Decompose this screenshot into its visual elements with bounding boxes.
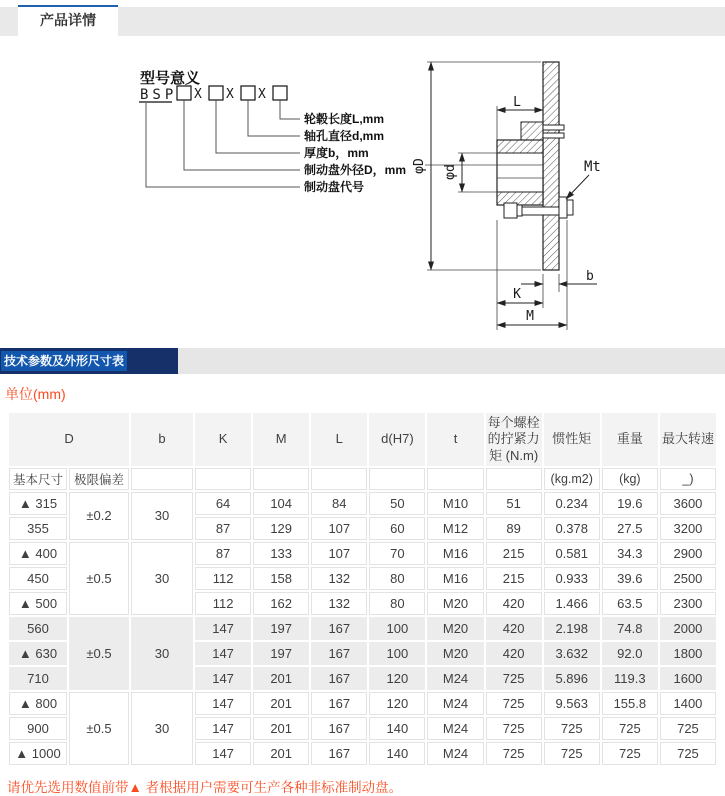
cell: 104 (253, 492, 309, 515)
cell: M12 (427, 517, 483, 540)
cell: 120 (369, 667, 425, 690)
dim-label-phiD: φD (412, 158, 427, 174)
cell: 147 (195, 742, 251, 765)
col-header-D: D (9, 413, 129, 466)
cell: 30 (131, 542, 193, 615)
cell: 725 (486, 692, 542, 715)
cell: 2.198 (544, 617, 600, 640)
cell: 2500 (660, 567, 716, 590)
cell: 112 (195, 592, 251, 615)
cell: 64 (195, 492, 251, 515)
cell: 201 (253, 717, 309, 740)
section-header-strip (0, 348, 725, 374)
cell: ▲ 500 (9, 592, 67, 615)
section-title: 技术参数及外形尺寸表 (1, 351, 127, 371)
cell: 450 (9, 567, 67, 590)
cell: 1.466 (544, 592, 600, 615)
table-subheader-row (9, 468, 716, 490)
cell: 3200 (660, 517, 716, 540)
cell: 9.563 (544, 692, 600, 715)
cell: 112 (195, 567, 251, 590)
hub-step (521, 122, 543, 140)
model-leader-lines (146, 100, 300, 187)
cell: 100 (369, 642, 425, 665)
cell: 725 (486, 742, 542, 765)
cell: 50 (369, 492, 425, 515)
cell: 201 (253, 667, 309, 690)
cell: 27.5 (602, 517, 658, 540)
cell: 140 (369, 717, 425, 740)
cell: 80 (369, 567, 425, 590)
code-box-1 (177, 86, 191, 100)
cell: M16 (427, 542, 483, 565)
bolt-nut (504, 203, 517, 218)
hub-hatch-top (497, 140, 543, 153)
cell: 0.378 (544, 517, 600, 540)
cell: 147 (195, 692, 251, 715)
cell: 2300 (660, 592, 716, 615)
cell: M20 (427, 642, 483, 665)
cell: 560 (9, 617, 67, 640)
subheader-speed-unit: _) (660, 468, 716, 490)
table-row (9, 542, 716, 565)
cell: 147 (195, 667, 251, 690)
cell: 107 (311, 542, 367, 565)
cell: 63.5 (602, 592, 658, 615)
table-row (9, 492, 716, 515)
cell: 167 (311, 692, 367, 715)
cell: 0.581 (544, 542, 600, 565)
cell: 2000 (660, 617, 716, 640)
cell: ▲ 315 (9, 492, 67, 515)
cell: 197 (253, 642, 309, 665)
cell: M16 (427, 567, 483, 590)
cell: 3600 (660, 492, 716, 515)
dim-label-M: M (526, 309, 534, 324)
dim-label-Mt: Mt (584, 159, 601, 175)
cell: 74.8 (602, 617, 658, 640)
cell: 1400 (660, 692, 716, 715)
cell: 725 (486, 667, 542, 690)
col-header-L: L (311, 413, 367, 466)
cell: 147 (195, 717, 251, 740)
cell: 147 (195, 617, 251, 640)
dim-label-K: K (513, 287, 521, 302)
bolt-stud (522, 207, 559, 215)
subheader-cell (311, 468, 367, 490)
table-row (9, 617, 716, 640)
cell: 420 (486, 642, 542, 665)
cell: 39.6 (602, 567, 658, 590)
section-header (0, 348, 178, 374)
cell: 1600 (660, 667, 716, 690)
cell: 119.3 (602, 667, 658, 690)
col-header-torque: 每个螺栓 的拧紧力矩 (N.m) (486, 413, 542, 466)
diagram-canvas (0, 36, 725, 346)
subheader-inertia-unit: (kg.m2) (544, 468, 600, 490)
cell: ±0.5 (69, 542, 129, 615)
brake-disc-section (543, 62, 559, 270)
cell: 197 (253, 617, 309, 640)
cell: 420 (486, 617, 542, 640)
x-separator-2: X (226, 87, 234, 102)
subheader-cell (427, 468, 483, 490)
model-meaning-title: 型号意义 (140, 70, 201, 87)
footnote: 请优先选用数值前带▲ 者根据用户需要可生产各种非标准制动盘。 (7, 779, 403, 795)
cell: M24 (427, 692, 483, 715)
model-label-outer-diameter: 制动盘外径D，mm (304, 163, 407, 177)
cell: 132 (311, 592, 367, 615)
col-header-t: t (427, 413, 483, 466)
cell: 80 (369, 592, 425, 615)
cell: 129 (253, 517, 309, 540)
model-prefix: BSP (140, 87, 178, 103)
cell: ±0.2 (69, 492, 129, 540)
cell: 147 (195, 642, 251, 665)
subheader-cell (195, 468, 251, 490)
cell: 30 (131, 617, 193, 690)
cell: 155.8 (602, 692, 658, 715)
cell: 92.0 (602, 642, 658, 665)
cell: 900 (9, 717, 67, 740)
unit-note: 单位(mm) (5, 386, 66, 402)
cell: 51 (486, 492, 542, 515)
Mt-leader-line (566, 175, 589, 199)
tab-product-details[interactable]: 产品详情 (18, 5, 118, 36)
subheader-limit-deviation: 极限偏差 (69, 468, 129, 490)
dim-label-phid: φd (443, 164, 458, 180)
clamp-plate-top (543, 125, 564, 130)
cell: 725 (602, 742, 658, 765)
cell: 30 (131, 692, 193, 765)
code-box-3 (241, 86, 255, 100)
cell: 30 (131, 492, 193, 540)
col-header-dH7: d(H7) (369, 413, 425, 466)
table-row (9, 692, 716, 715)
cell: 167 (311, 667, 367, 690)
code-box-4 (273, 86, 287, 100)
cell: M20 (427, 617, 483, 640)
cell: 1800 (660, 642, 716, 665)
subheader-cell (486, 468, 542, 490)
cell: 162 (253, 592, 309, 615)
x-separator-3: X (258, 87, 266, 102)
cell: 725 (602, 717, 658, 740)
spec-table (7, 411, 718, 767)
cell: 201 (253, 742, 309, 765)
bolt-washer (517, 205, 522, 216)
dim-label-b: b (586, 269, 594, 284)
cell: 167 (311, 717, 367, 740)
cell: 725 (486, 717, 542, 740)
model-label-hub-length: 轮毂长度L,mm (304, 112, 385, 126)
cell: M20 (427, 592, 483, 615)
subheader-cell (369, 468, 425, 490)
cell: 84 (311, 492, 367, 515)
col-header-max-speed: 最大转速 (660, 413, 716, 466)
cell: 167 (311, 642, 367, 665)
x-separator-1: X (194, 87, 202, 102)
cell: 710 (9, 667, 67, 690)
cell: 725 (544, 717, 600, 740)
model-meaning-diagram (139, 69, 406, 194)
cell: 158 (253, 567, 309, 590)
model-label-disc-code: 制动盘代号 (304, 180, 365, 194)
cell: ▲ 630 (9, 642, 67, 665)
cell: 167 (311, 617, 367, 640)
cell: 34.3 (602, 542, 658, 565)
cell: ▲ 400 (9, 542, 67, 565)
cell: 215 (486, 542, 542, 565)
cell: 60 (369, 517, 425, 540)
cell: 132 (311, 567, 367, 590)
clamp-plate-bottom (543, 133, 564, 138)
cell: 3.632 (544, 642, 600, 665)
cell: 140 (369, 742, 425, 765)
cell: M24 (427, 717, 483, 740)
cell: 19.6 (602, 492, 658, 515)
col-header-K: K (195, 413, 251, 466)
model-label-thickness: 厚度b，mm (304, 146, 369, 160)
cell: M24 (427, 742, 483, 765)
technical-drawing (412, 62, 601, 330)
tab-bar (0, 0, 725, 36)
subheader-weight-unit: (kg) (602, 468, 658, 490)
clamp-flange (559, 197, 567, 218)
bolt-end (567, 200, 573, 215)
cell: 201 (253, 692, 309, 715)
subheader-cell (253, 468, 309, 490)
product-diagram-area (0, 36, 725, 346)
col-header-weight: 重量 (602, 413, 658, 466)
cell: 167 (311, 742, 367, 765)
dim-label-L: L (513, 95, 521, 110)
cell: M10 (427, 492, 483, 515)
cell: 120 (369, 692, 425, 715)
cell: 420 (486, 592, 542, 615)
cell: 89 (486, 517, 542, 540)
cell: 355 (9, 517, 67, 540)
cell: 87 (195, 542, 251, 565)
col-header-b: b (131, 413, 193, 466)
subheader-basic-size: 基本尺寸 (9, 468, 67, 490)
cell: 215 (486, 567, 542, 590)
model-label-bore-diameter: 轴孔直径d,mm (304, 129, 385, 143)
cell: 100 (369, 617, 425, 640)
cell: 87 (195, 517, 251, 540)
cell: 0.234 (544, 492, 600, 515)
cell: 5.896 (544, 667, 600, 690)
cell: 70 (369, 542, 425, 565)
col-header-inertia: 惯性矩 (544, 413, 600, 466)
cell: ±0.5 (69, 692, 129, 765)
cell: 133 (253, 542, 309, 565)
cell: ▲ 800 (9, 692, 67, 715)
cell: ±0.5 (69, 617, 129, 690)
subheader-cell (131, 468, 193, 490)
cell: M24 (427, 667, 483, 690)
cell: 0.933 (544, 567, 600, 590)
cell: 725 (660, 717, 716, 740)
cell: 107 (311, 517, 367, 540)
cell: 725 (660, 742, 716, 765)
cell: 2900 (660, 542, 716, 565)
col-header-M: M (253, 413, 309, 466)
cell: ▲ 1000 (9, 742, 67, 765)
code-box-2 (209, 86, 223, 100)
cell: 725 (544, 742, 600, 765)
table-header-row (9, 413, 716, 466)
